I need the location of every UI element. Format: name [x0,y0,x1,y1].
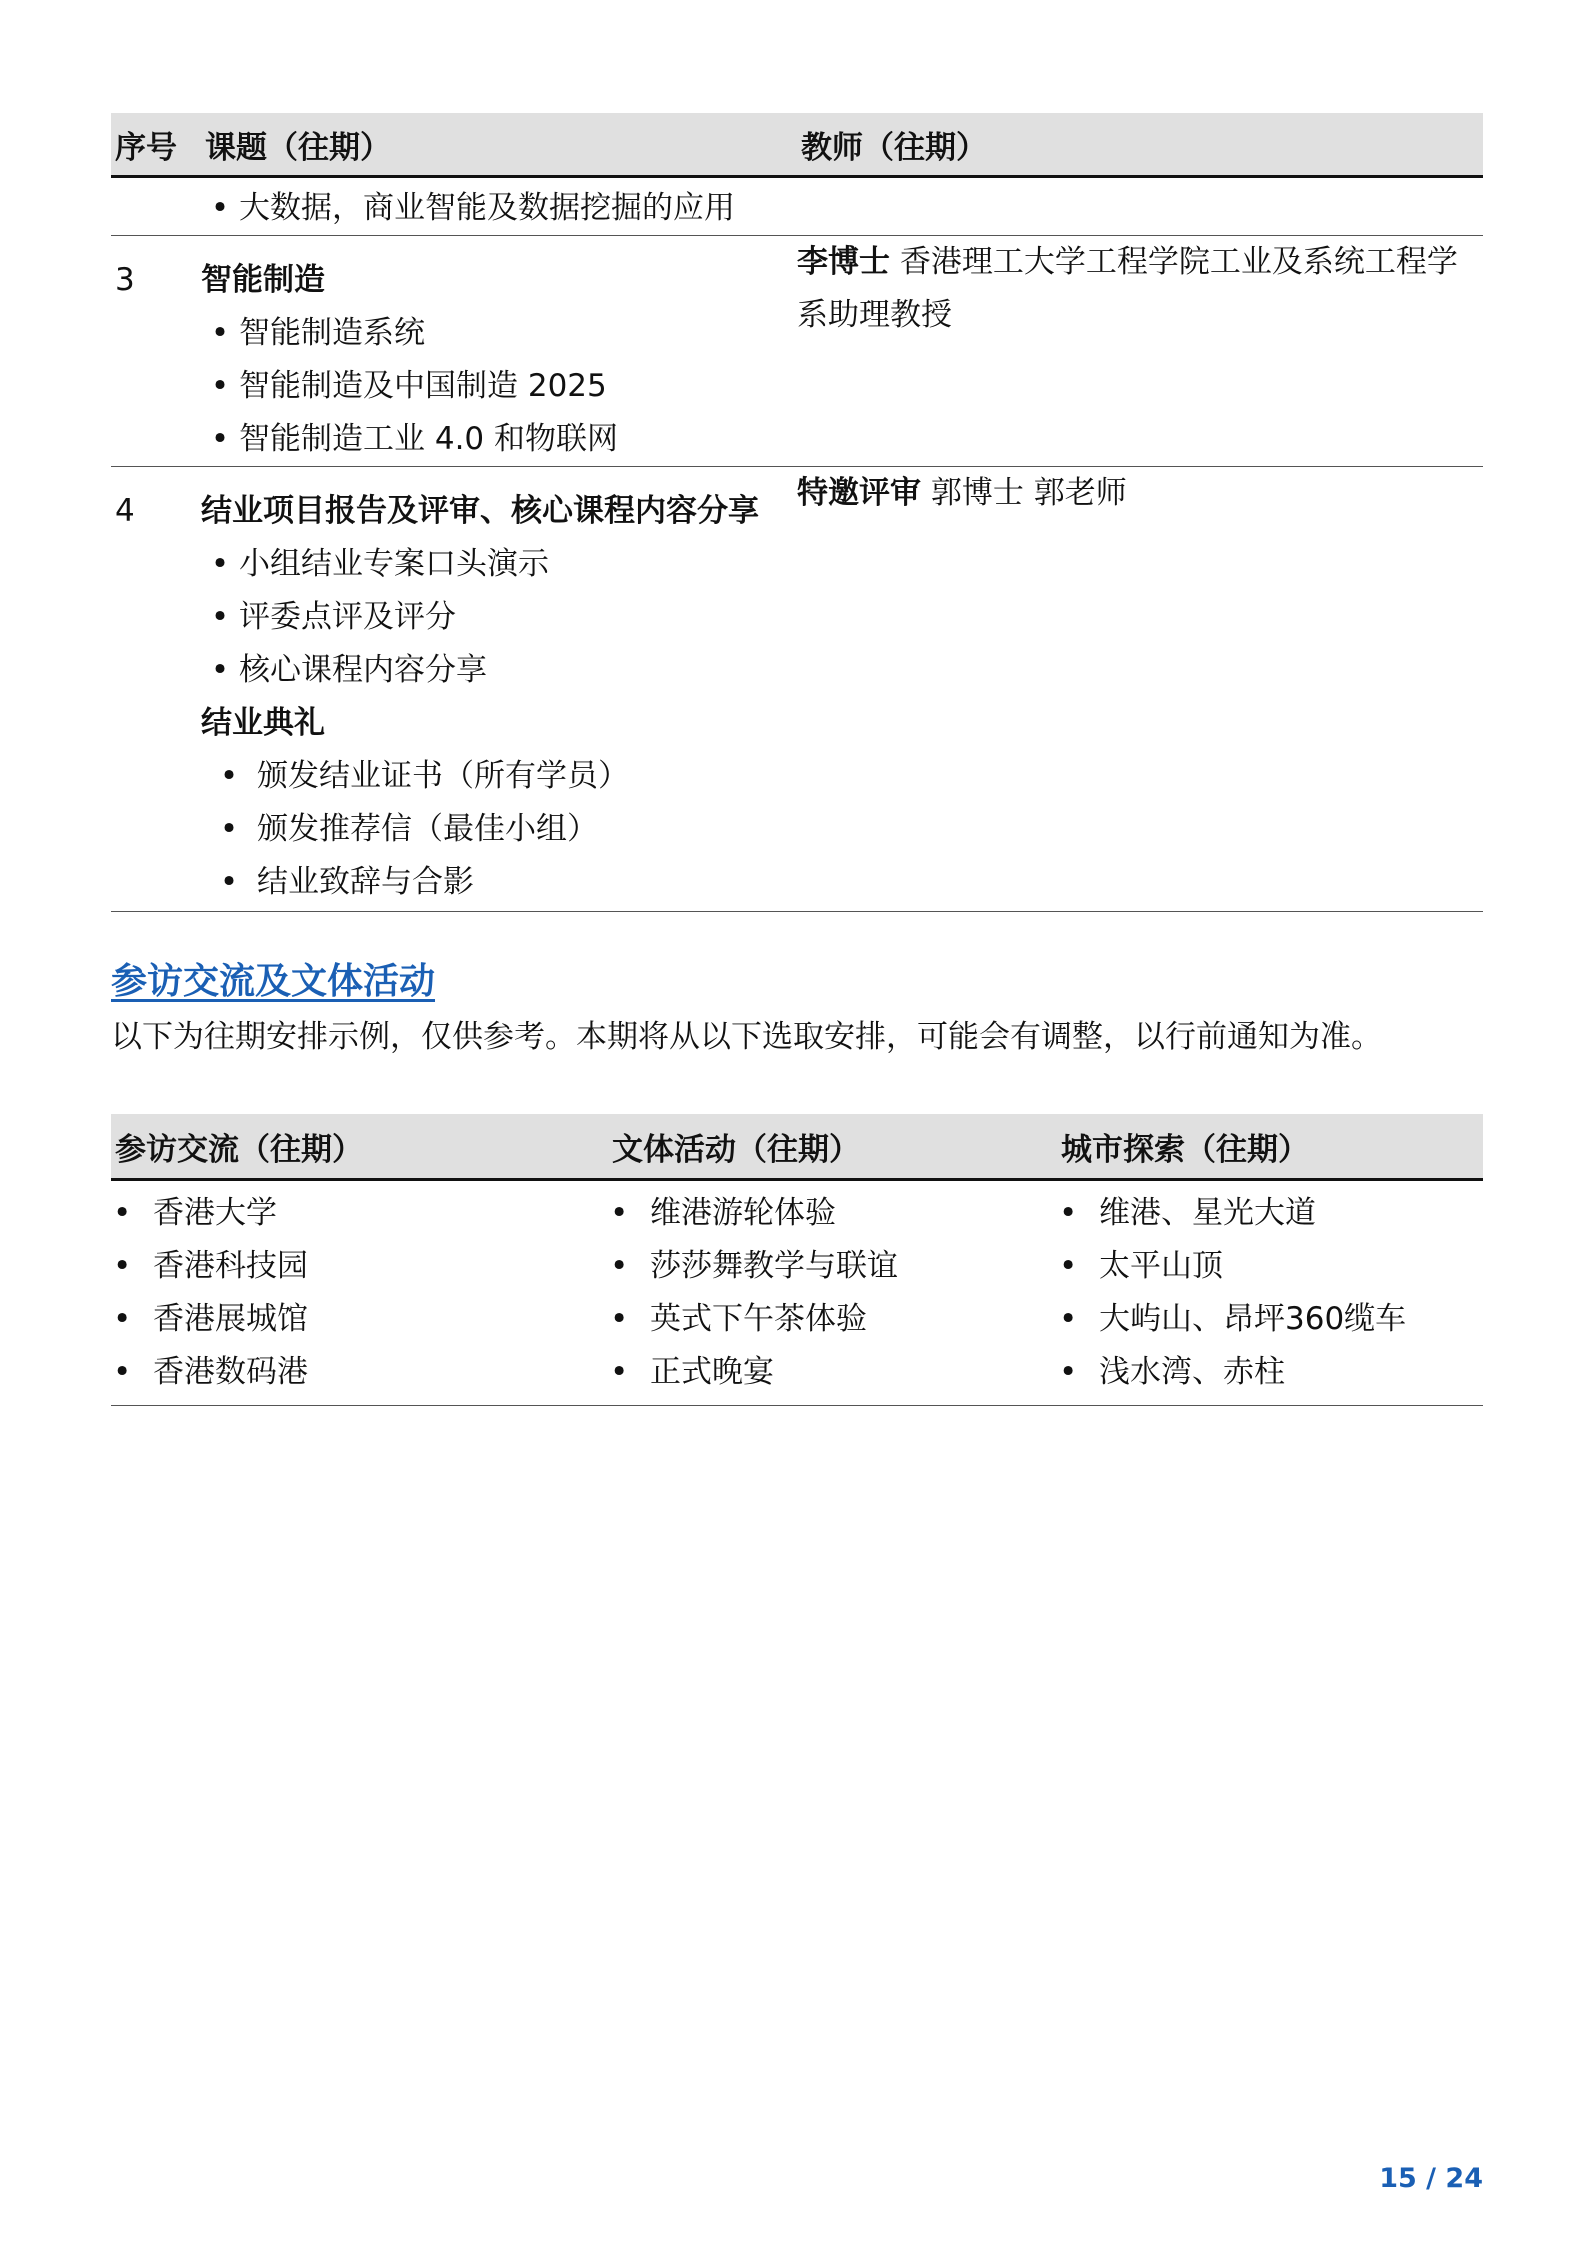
list-item: • 大屿山、昂坪360缆车 [1057,1293,1483,1346]
row-number: 4 [111,467,201,912]
row-number: 3 [111,236,201,467]
bullet-icon: • [113,1195,132,1231]
header-topic: 课题（往期） [201,113,797,177]
list-item: • 小组结业专案口头演示 [201,538,797,591]
list-item: • 智能制造系统 [201,307,797,360]
teacher-desc: 香港理工大学工程学院工业及系统工程学系助理教授 [797,244,1458,333]
culture-column [608,1180,1057,1406]
course-table-header [111,113,1483,177]
bullet-icon: • [610,1195,629,1231]
table-row [111,236,1483,467]
list-item: • 评委点评及评分 [201,591,797,644]
activity-table-header [111,1114,1483,1180]
teacher-name: 特邀评审 [797,475,921,511]
list-item: • 英式下午茶体验 [608,1293,1057,1346]
list-item: • 结业致辞与合影 [201,856,797,909]
list-item: • 维港游轮体验 [608,1187,1057,1240]
list-item: • 智能制造工业 4.0 和物联网 [201,413,797,466]
bullet-icon: • [210,190,230,226]
teacher-cell [797,467,1483,912]
bullet-icon: • [113,1248,132,1284]
list-item: • 颁发结业证书（所有学员） [201,750,797,803]
bullet-icon: • [610,1248,629,1284]
list-item: • 香港大学 [111,1187,608,1240]
bullet-icon: • [210,652,230,688]
header-teacher: 教师（往期） [797,113,1483,177]
bullet-icon: • [210,599,230,635]
bullet-icon: • [219,811,239,847]
header-visits: 参访交流（往期） [111,1114,608,1180]
list-item: • 智能制造及中国制造 2025 [201,360,797,413]
bullet-icon: • [210,315,230,351]
bullet-icon: • [1059,1354,1078,1390]
list-item: • 正式晚宴 [608,1346,1057,1399]
section-title: 参访交流及文体活动 [111,961,436,1002]
header-city: 城市探索（往期） [1057,1114,1483,1180]
teacher-desc: 郭博士 郭老师 [930,475,1127,511]
bullet-icon: • [210,546,230,582]
section-description: 以下为往期安排示例，仅供参考。本期将从以下选取安排，可能会有调整，以行前通知为准。 [111,1019,1382,1055]
list-item: • 香港数码港 [111,1346,608,1399]
list-item: • 香港科技园 [111,1240,608,1293]
list-item: • 颁发推荐信（最佳小组） [201,803,797,856]
topic-title: 智能制造 [201,262,325,298]
bullet-icon: • [219,758,239,794]
teacher-cell [797,236,1483,467]
bullet-icon: • [210,368,230,404]
bullet-icon: • [610,1354,629,1390]
list-item: • 香港展城馆 [111,1293,608,1346]
course-table [111,113,1483,912]
bullet-icon: • [1059,1248,1078,1284]
table-row [111,467,1483,912]
bullet-icon: • [1059,1301,1078,1337]
teacher-name: 李博士 [797,244,890,280]
list-item: • 维港、星光大道 [1057,1187,1483,1240]
header-num: 序号 [111,113,201,177]
list-item: • 浅水湾、赤柱 [1057,1346,1483,1399]
bullet-icon: • [113,1301,132,1337]
bullet-icon: • [113,1354,132,1390]
list-item: • 核心课程内容分享 [201,644,797,697]
activity-table [111,1114,1483,1406]
list-item: • 大数据，商业智能及数据挖掘的应用 [201,182,797,235]
bullet-icon: • [210,421,230,457]
list-item: • 太平山顶 [1057,1240,1483,1293]
header-culture: 文体活动（往期） [608,1114,1057,1180]
visits-column [111,1180,608,1406]
ceremony-title: 结业典礼 [201,705,325,741]
page-number: 15 / 24 [1379,2163,1483,2194]
city-column [1057,1180,1483,1406]
page-content [111,113,1483,1390]
bullet-icon: • [219,864,239,900]
list-item: • 莎莎舞教学与联谊 [608,1240,1057,1293]
bullet-icon: • [1059,1195,1078,1231]
bullet-icon: • [610,1301,629,1337]
topic-title: 结业项目报告及评审、核心课程内容分享 [201,493,759,529]
table-row [111,1180,1483,1406]
table-row-continuation [111,177,1483,236]
